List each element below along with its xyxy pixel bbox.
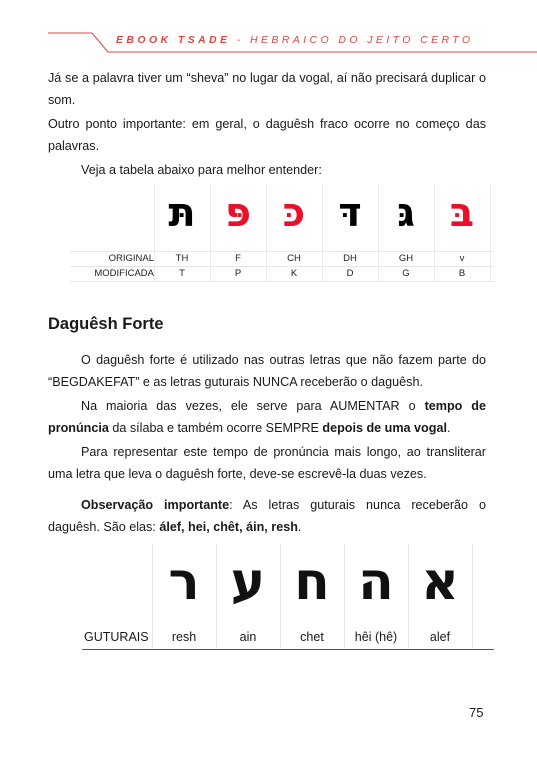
letter-chet-icon: ח: [294, 552, 330, 612]
table-cell: hêi (hê): [354, 630, 398, 644]
page-number: 75: [469, 705, 484, 720]
table-cell: F: [235, 253, 241, 264]
emphasis-guturais: álef, hei, chêt, áin, resh: [159, 520, 298, 534]
letter-tav-icon: תּ: [168, 190, 196, 236]
header-book: EBOOK TSADE: [116, 34, 231, 46]
table-cell: D: [346, 268, 354, 279]
emphasis-observacao: Observação importante: [81, 498, 230, 512]
table-cell: ain: [239, 630, 257, 644]
running-header: [116, 34, 473, 46]
table-cell: K: [290, 268, 298, 279]
row-label-guturais: GUTURAIS: [84, 630, 149, 644]
table-cell: B: [458, 268, 466, 279]
table-cell: CH: [287, 253, 301, 264]
letter-alef-icon: א: [421, 552, 459, 612]
letter-bet-icon: בּ: [449, 190, 475, 236]
paragraph-table-intro: Veja a tabela abaixo para melhor entender:: [81, 163, 322, 177]
table-cell: resh: [171, 630, 197, 644]
letter-gimel-icon: גּ: [397, 190, 415, 236]
table-cell: GH: [398, 253, 414, 264]
letter-ayin-icon: ע: [230, 552, 266, 612]
letter-kaf-icon: כּ: [282, 190, 306, 236]
paragraph-observacao: Observação importante: As letras guturais nunca receberão o daguêsh. São elas: álef, hei, chêt, áin, resh.: [48, 498, 486, 534]
letters-row: [154, 185, 494, 251]
table-cell: alef: [429, 630, 451, 644]
emphasis-vogal: depois de uma vogal: [322, 421, 447, 435]
table-cell: v: [459, 253, 465, 264]
header-separator: -: [236, 34, 244, 46]
table-cell: chet: [300, 630, 324, 644]
paragraph-transliterar: Para representar este tempo de pronúncia mais longo, ao transliterar uma letra que leva o daguêsh forte, deve-se escrevê-la duas vezes.: [48, 445, 486, 481]
table-cell: P: [234, 268, 242, 279]
letter-resh-icon: ר: [168, 552, 200, 612]
row-label-original: ORIGINAL: [108, 253, 154, 264]
header-subtitle: HEBRAICO DO JEITO CERTO: [249, 34, 474, 46]
section-title: Daguêsh Forte: [48, 315, 164, 333]
table-cell: T: [179, 268, 185, 279]
letter-he-icon: ה: [358, 552, 394, 612]
paragraph-daguesh-fraco: Outro ponto importante: em geral, o daguêsh fraco ocorre no começo das palavras.: [48, 117, 486, 153]
paragraph-daguesh-forte: O daguêsh forte é utilizado nas outras letras que não fazem parte do “BEGDAKEFAT” e as letras guturais NUNCA receberão o daguêsh.: [48, 353, 486, 389]
table-cell: G: [402, 268, 410, 279]
header-rule: [0, 0, 537, 60]
emphasis-tempo: tempo de pronúncia: [48, 399, 486, 435]
letter-dalet-icon: דּ: [338, 190, 362, 236]
table-cell: TH: [175, 253, 189, 264]
paragraph-aumentar: Na maioria das vezes, ele serve para AUMENTAR o tempo de pronúncia da sílaba e também ocorre SEMPRE depois de uma vogal.: [48, 399, 486, 435]
row-label-modified: MODIFICADA: [94, 268, 154, 279]
letter-pe-icon: פּ: [224, 190, 252, 236]
paragraph-sheva: Já se a palavra tiver um “sheva” no lugar da vogal, aí não precisará duplicar o som.: [48, 71, 486, 107]
guturais-table: [82, 540, 494, 650]
table-cell: DH: [343, 253, 357, 264]
